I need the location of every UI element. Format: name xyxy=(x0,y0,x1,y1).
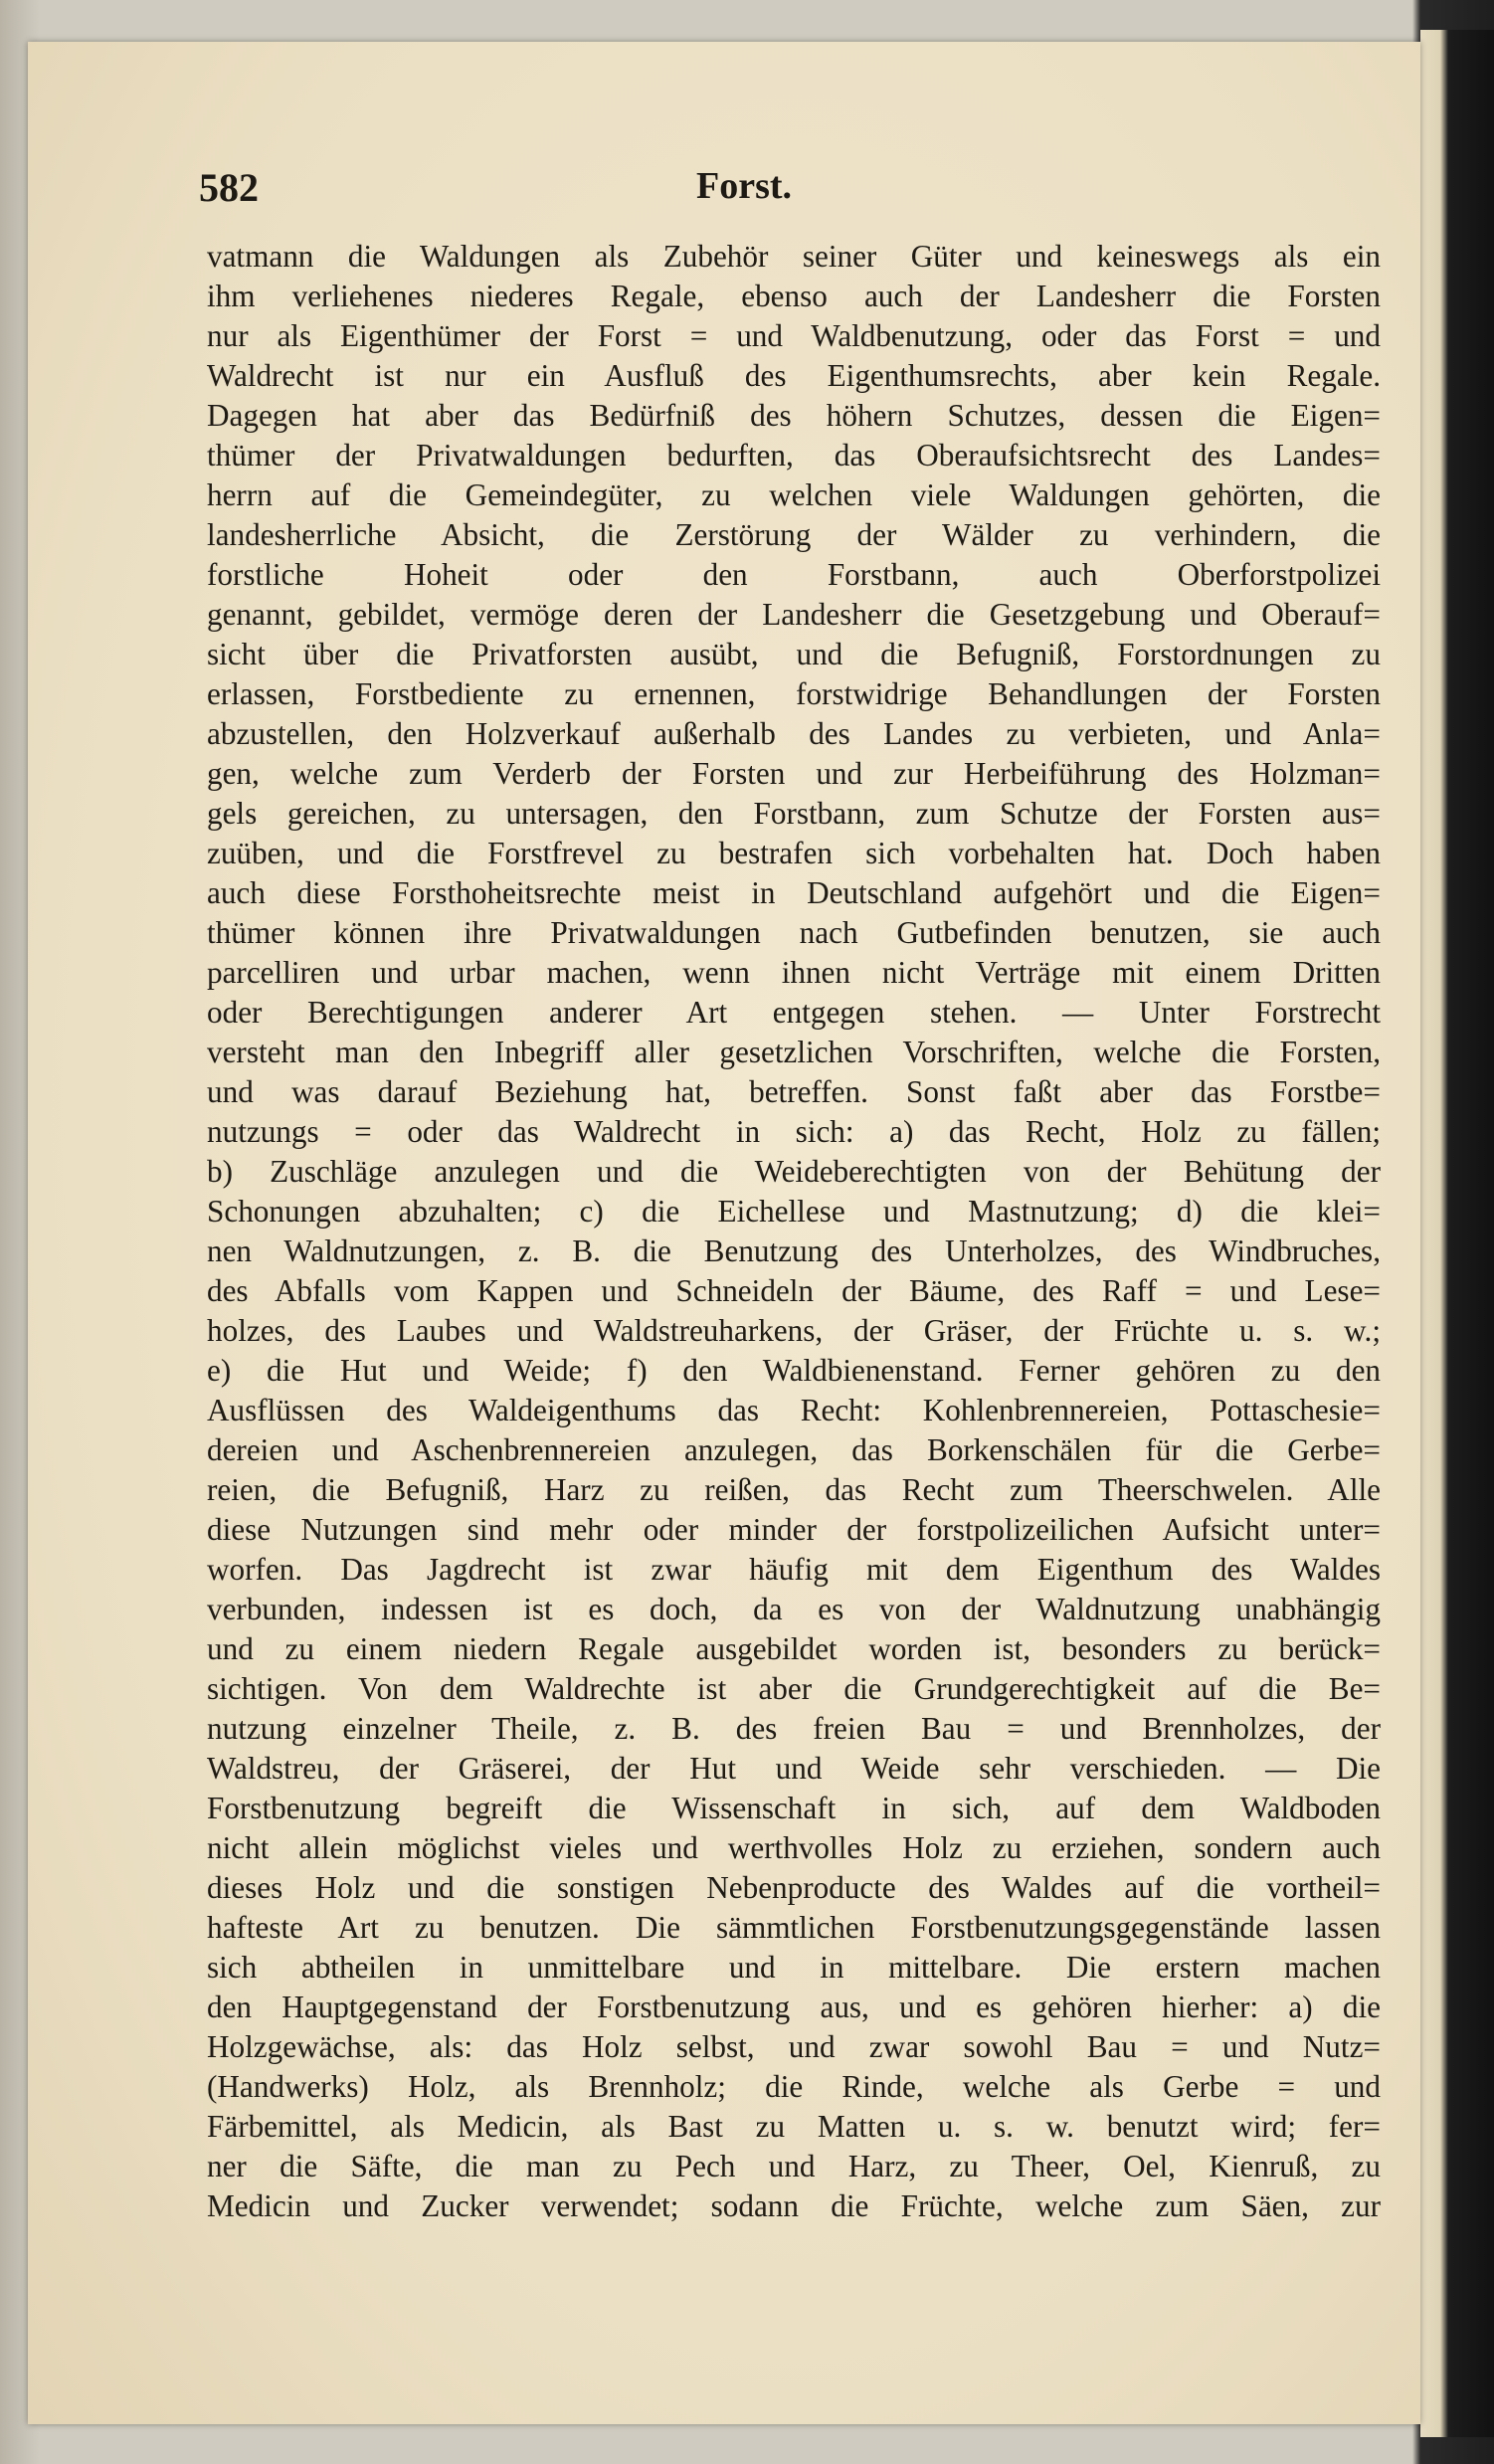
text-line: gen, welche zum Verderb der Forsten und zur Herbeiführung des Holzman= xyxy=(207,756,1381,791)
text-line: thümer der Privatwaldungen bedurften, das Oberaufsichtsrecht des Landes= xyxy=(207,438,1381,473)
page-header xyxy=(199,164,1373,224)
text-line: forstliche Hoheit oder den Forstbann, auch Oberforstpolizei xyxy=(207,557,1381,592)
text-line: Forstbenutzung begreift die Wissenschaft in sich, auf dem Waldboden xyxy=(207,1791,1381,1825)
text-line: Ausflüssen des Waldeigenthums das Recht: Kohlenbrennereien, Pottaschesie= xyxy=(207,1393,1381,1427)
text-line: versteht man den Inbegriff aller gesetzlichen Vorschriften, welche die Forsten, xyxy=(207,1035,1381,1069)
text-line: b) Zuschläge anzulegen und die Weideberechtigten von der Behütung der xyxy=(207,1154,1381,1189)
text-line: nen Waldnutzungen, z. B. die Benutzung des Unterholzes, des Windbruches, xyxy=(207,1233,1381,1268)
text-line: nutzungs = oder das Waldrecht in sich: a) das Recht, Holz zu fällen; xyxy=(207,1114,1381,1149)
text-line: und zu einem niedern Regale ausgebildet worden ist, besonders zu berück= xyxy=(207,1631,1381,1666)
text-line: Waldrecht ist nur ein Ausfluß des Eigenthumsrechts, aber kein Regale. xyxy=(207,358,1381,393)
body-text xyxy=(207,237,1381,2226)
text-line: hafteste Art zu benutzen. Die sämmtlichen Forstbenutzungsgegenstände lassen xyxy=(207,1910,1381,1945)
text-line: sicht über die Privatforsten ausübt, und die Befugniß, Forstordnungen zu xyxy=(207,637,1381,671)
page-number: 582 xyxy=(199,165,259,210)
text-line: Dagegen hat aber das Bedürfniß des höhern Schutzes, dessen die Eigen= xyxy=(207,398,1381,433)
running-head: Forst. xyxy=(696,165,793,207)
text-line: genannt, gebildet, vermöge deren der Landesherr die Gesetzgebung und Oberauf= xyxy=(207,597,1381,632)
text-line: worfen. Das Jagdrecht ist zwar häufig mit dem Eigenthum des Waldes xyxy=(207,1552,1381,1587)
text-line: Färbemittel, als Medicin, als Bast zu Matten u. s. w. benutzt wird; fer= xyxy=(207,2109,1381,2144)
text-line: des Abfalls vom Kappen und Schneideln der Bäume, des Raff = und Lese= xyxy=(207,1273,1381,1308)
text-line: sichtigen. Von dem Waldrechte ist aber die Grundgerechtigkeit auf die Be= xyxy=(207,1671,1381,1706)
next-page-edge xyxy=(1420,30,1494,2437)
text-line: und was darauf Beziehung hat, betreffen. Sonst faßt aber das Forstbe= xyxy=(207,1074,1381,1109)
text-line: nur als Eigenthümer der Forst = und Waldbenutzung, oder das Forst = und xyxy=(207,318,1381,353)
text-line: landesherrliche Absicht, die Zerstörung der Wälder zu verhindern, die xyxy=(207,517,1381,552)
text-line: Waldstreu, der Gräserei, der Hut und Weide sehr verschieden. — Die xyxy=(207,1751,1381,1786)
text-line: thümer können ihre Privatwaldungen nach Gutbefinden benutzen, sie auch xyxy=(207,915,1381,950)
text-line: diese Nutzungen sind mehr oder minder der forstpolizeilichen Aufsicht unter= xyxy=(207,1512,1381,1547)
text-line: e) die Hut und Weide; f) den Waldbienenstand. Ferner gehören zu den xyxy=(207,1353,1381,1388)
text-line: parcelliren und urbar machen, wenn ihnen nicht Verträge mit einem Dritten xyxy=(207,955,1381,990)
text-line: verbunden, indessen ist es doch, da es von der Waldnutzung unabhängig xyxy=(207,1592,1381,1626)
text-line: den Hauptgegenstand der Forstbenutzung aus, und es gehören hierher: a) die xyxy=(207,1990,1381,2024)
text-line: auch diese Forsthoheitsrechte meist in Deutschland aufgehört und die Eigen= xyxy=(207,875,1381,910)
text-line: dereien und Aschenbrennereien anzulegen, das Borkenschälen für die Gerbe= xyxy=(207,1432,1381,1467)
text-line: Holzgewächse, als: das Holz selbst, und zwar sowohl Bau = und Nutz= xyxy=(207,2029,1381,2064)
text-line: (Handwerks) Holz, als Brennholz; die Rinde, welche als Gerbe = und xyxy=(207,2069,1381,2104)
text-line: Schonungen abzuhalten; c) die Eichellese und Mastnutzung; d) die klei= xyxy=(207,1194,1381,1229)
text-line: gels gereichen, zu untersagen, den Forstbann, zum Schutze der Forsten aus= xyxy=(207,796,1381,831)
text-line: zuüben, und die Forstfrevel zu bestrafen sich vorbehalten hat. Doch haben xyxy=(207,836,1381,870)
text-line: oder Berechtigungen anderer Art entgegen stehen. — Unter Forstrecht xyxy=(207,995,1381,1030)
text-line: abzustellen, den Holzverkauf außerhalb des Landes zu verbieten, und Anla= xyxy=(207,716,1381,751)
text-line: nicht allein möglichst vieles und werthvolles Holz zu erziehen, sondern auch xyxy=(207,1830,1381,1865)
text-line: erlassen, Forstbediente zu ernennen, forstwidrige Behandlungen der Forsten xyxy=(207,676,1381,711)
text-line: dieses Holz und die sonstigen Nebenproducte des Waldes auf die vortheil= xyxy=(207,1870,1381,1905)
text-line: herrn auf die Gemeindegüter, zu welchen viele Waldungen gehörten, die xyxy=(207,477,1381,512)
text-line: reien, die Befugniß, Harz zu reißen, das Recht zum Theerschwelen. Alle xyxy=(207,1472,1381,1507)
text-line: vatmann die Waldungen als Zubehör seiner Güter und keineswegs als ein xyxy=(207,239,1381,274)
text-line: ihm verliehenes niederes Regale, ebenso auch der Landesherr die Forsten xyxy=(207,279,1381,313)
text-line: holzes, des Laubes und Waldstreuharkens, der Gräser, der Früchte u. s. w.; xyxy=(207,1313,1381,1348)
text-line: sich abtheilen in unmittelbare und in mittelbare. Die erstern machen xyxy=(207,1950,1381,1985)
text-line: nutzung einzelner Theile, z. B. des freien Bau = und Brennholzes, der xyxy=(207,1711,1381,1746)
text-line: Medicin und Zucker verwendet; sodann die Früchte, welche zum Säen, zur xyxy=(207,2188,1381,2223)
text-line: ner die Säfte, die man zu Pech und Harz, zu Theer, Oel, Kienruß, zu xyxy=(207,2149,1381,2183)
